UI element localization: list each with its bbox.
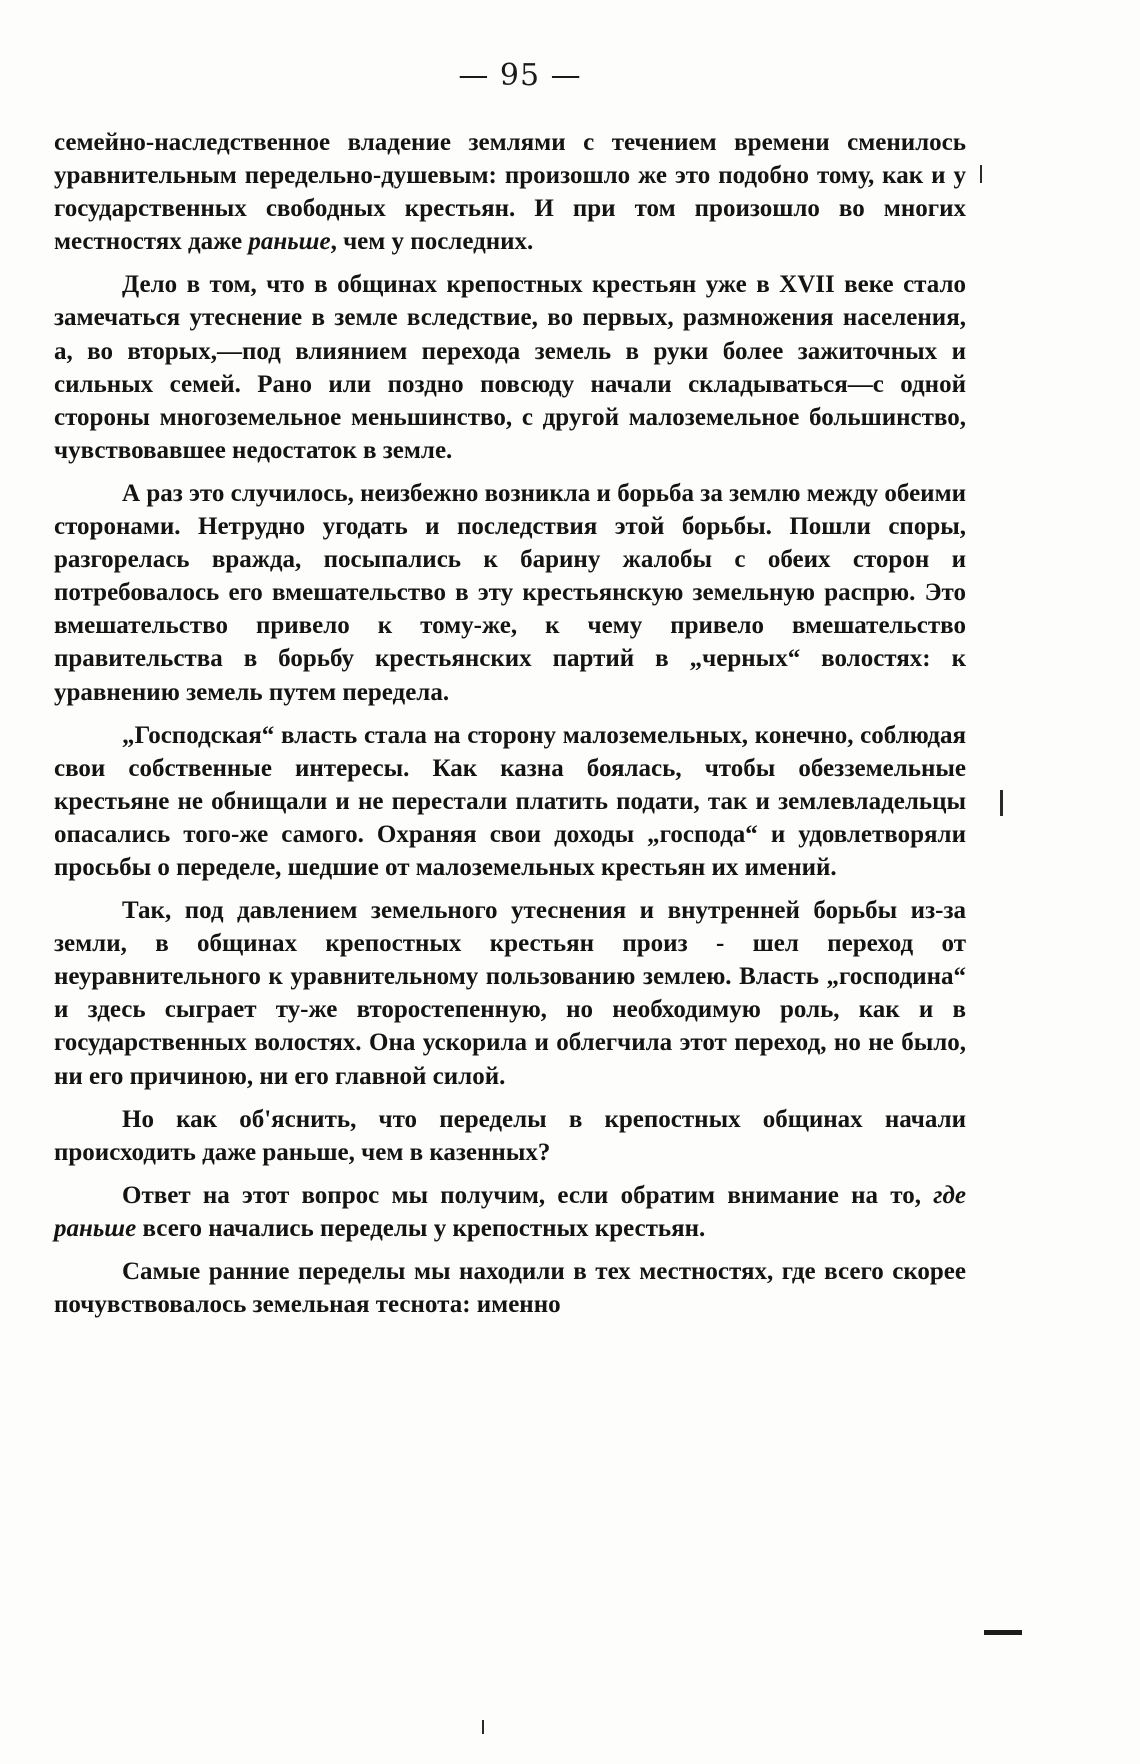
scan-speck (1000, 790, 1003, 816)
paragraph-1-text-b: , чем у последних. (330, 228, 534, 256)
paragraph-1 (54, 126, 966, 258)
paragraph-4: „Господская“ власть стала на сторону малоземельных, конечно, соблюдая свои собственные интересы. Как казна боялась, чтобы обезземельные крестьяне не обнищали и не перестали платить подати, так и землевладельцы опасались того-же самого. Охраняя свои доходы „господа“ и удовлетворяли просьбы о переделе, шедшие от малоземельных крестьян их имений. (54, 721, 966, 881)
paragraph-7-italic: где раньше (54, 1181, 966, 1242)
paragraph-2: Дело в том, что в общинах крепостных крестьян уже в XVII веке стало замечаться утеснение в земле вследствие, во первых, размножения населения, а, во вторых,—под влиянием перехода земель в руки более зажиточных и сильных семей. Рано или поздно повсюду начали складываться—с одной стороны многоземельное меньшинство, с другой малоземельное большинство, чувствовавшее недостаток в земле. (54, 271, 966, 464)
paragraph-1-text-a: семейно-наследственное владение землями с течением времени сменилось уравнительным передельно-душевым: произошло же это подобно тому, как и у государственных свободных крестьян. И при том произошло во многих местностях даже (54, 129, 966, 256)
scan-speck (980, 165, 982, 183)
paragraph-7-text-a: Ответ на этот вопрос мы получим, если обратим внимание на то, (122, 1181, 934, 1209)
page-number: — 95 — (458, 58, 582, 93)
paragraph-1-italic: раньше (248, 228, 331, 256)
scan-speck (482, 1720, 484, 1734)
page-body-text (54, 126, 966, 1321)
paragraph-7 (54, 1179, 966, 1245)
paragraph-6: Но как об'яснить, что переделы в крепостных общинах начали происходить даже раньше, чем в казенных? (54, 1105, 966, 1166)
paragraph-8: Самые ранние переделы мы находили в тех местностях, где всего скорее почувствовалось земельная теснота: именно (54, 1258, 966, 1319)
paragraph-7-text-b: всего начались переделы у крепостных крестьян. (136, 1214, 706, 1242)
paragraph-5: Так, под давлением земельного утеснения и внутренней борьбы из-за земли, в общинах крепостных крестьян произ - шел переход от неуравнительного к уравнительному пользованию землею. Власть „господина“ и здесь сыграет ту-же второстепенную, но необходимую роль, как и в государственных волостях. Она ускорила и облегчила этот переход, но не было, ни его причиною, ни его главной силой. (54, 897, 966, 1090)
paragraph-3: А раз это случилось, неизбежно возникла и борьба за землю между обеими сторонами. Нетрудно угодать и последствия этой борьбы. Пошли споры, разгорелась вражда, посыпались к барину жалобы с обеих сторон и потребовалось его вмешательство в эту крестьянскую земельную распрю. Это вмешательство привело к тому-же, к чему привело вмешательство правительства в борьбу крестьянских партий в „черных“ волостях: к уравнению земель путем передела. (54, 479, 966, 706)
scan-mark (984, 1630, 1022, 1635)
